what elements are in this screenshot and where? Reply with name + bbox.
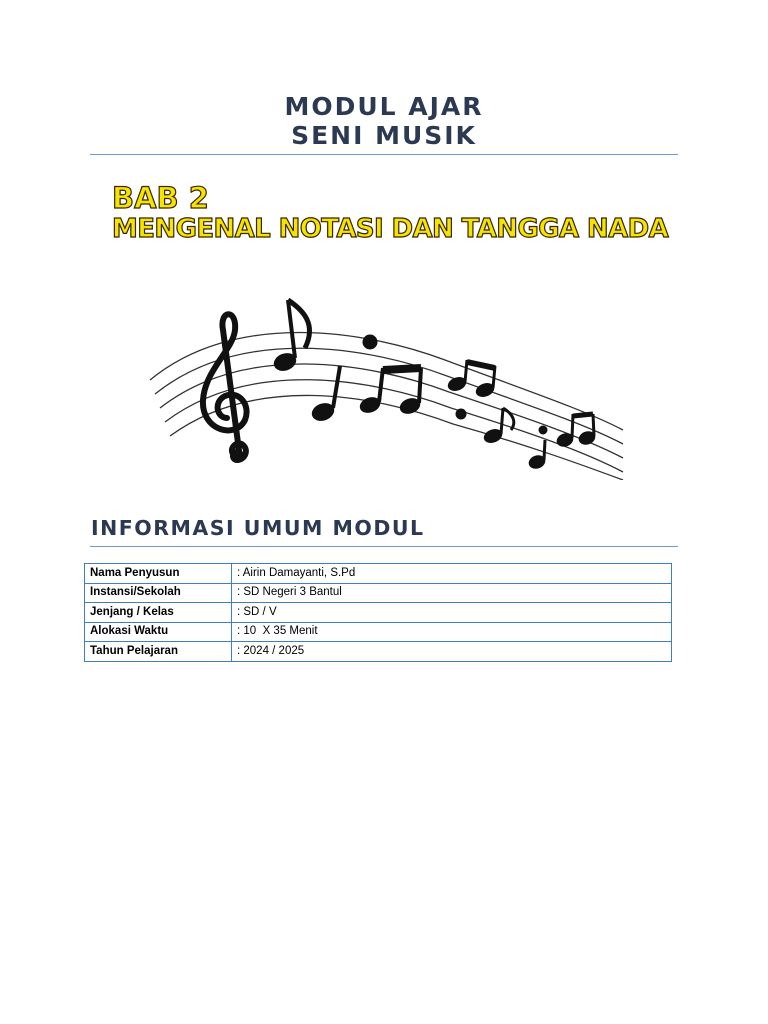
row-label: Instansi/Sekolah (85, 583, 232, 603)
module-title-line2: SENI MUSIK (291, 121, 477, 150)
section-divider (90, 546, 678, 547)
chapter-title: MENGENAL NOTASI DAN TANGGA NADA (112, 214, 669, 244)
module-title-line1: MODUL AJAR (284, 92, 484, 121)
music-notes-illustration (145, 290, 625, 480)
table-row (85, 622, 672, 642)
row-label: Alokasi Waktu (85, 622, 232, 642)
table-row (85, 603, 672, 623)
section-title: INFORMASI UMUM MODUL (91, 516, 425, 540)
module-info-table (84, 563, 672, 662)
row-label: Tahun Pelajaran (85, 642, 232, 662)
row-value: : Airin Damayanti, S.Pd (232, 564, 672, 584)
row-value: : SD / V (232, 603, 672, 623)
table-row (85, 564, 672, 584)
row-value: : 10 X 35 Menit (232, 622, 672, 642)
row-label: Jenjang / Kelas (85, 603, 232, 623)
header-divider (90, 154, 678, 155)
treble-clef-icon (203, 314, 247, 463)
table-row (85, 583, 672, 603)
row-value: : 2024 / 2025 (232, 642, 672, 662)
chapter-number: BAB 2 (112, 181, 209, 215)
table-row (85, 642, 672, 662)
row-label: Nama Penyusun (85, 564, 232, 584)
row-value: : SD Negeri 3 Bantul (232, 583, 672, 603)
